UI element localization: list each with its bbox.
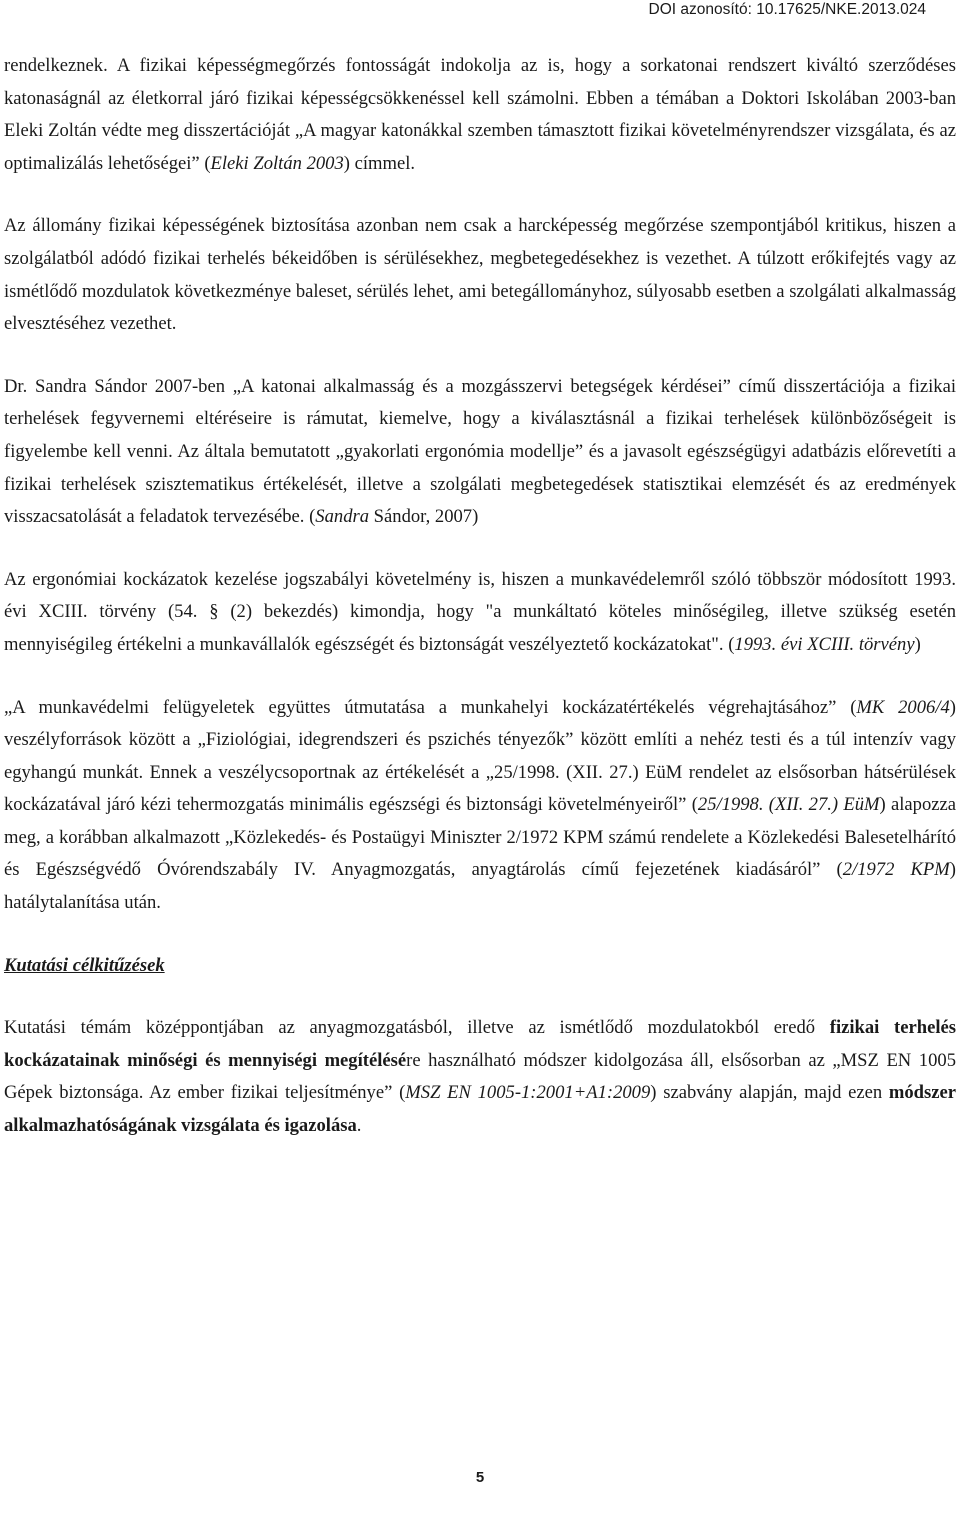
italic-text: MK 2006/4: [856, 696, 950, 718]
text-run: Sándor, 2007): [369, 506, 479, 528]
doi-header: DOI azonosító: 10.17625/NKE.2013.024: [648, 1, 926, 18]
italic-text: 1993. évi XCIII. törvény: [734, 633, 915, 655]
document-body: [4, 50, 956, 1143]
text-run: „A munkavédelmi felügyeletek együttes útmutatása a munkahelyi kockázatértékelés végrehajtásához” (: [4, 696, 857, 718]
text-run: ) szabvány alapján, majd ezen: [650, 1082, 889, 1104]
text-run: ) címmel.: [343, 152, 416, 174]
paragraph-1: [4, 50, 956, 180]
paragraph-4: [4, 564, 956, 662]
italic-text: Sandra: [315, 506, 370, 528]
text-run: rendelkeznek. A fizikai képességmegőrzés fontosságát indokolja az is, hogy a sorkatonai rendszert kiváltó szerződéses katonaságnál az életkorral járó fizikai képességcsökkenéssel kell számolni. Ebben a témában a Doktori Iskolában 2003-ban Eleki Zoltán védte meg disszertációját „A magyar katonákkal szemben támasztott fizikai követelményrendszer vizsgálata, és az optimalizálás lehetőségei” (: [4, 55, 956, 174]
paragraph-3: [4, 371, 956, 534]
text-run: ) alapozza meg, a korábban alkalmazott „Közlekedés- és Postaügyi Miniszter 2/1972 KPM számú rendelete a Közlekedési Balesetelhárító és Egészségvédő Óvórendszabály IV. Anyagmozgatás, anyagtárolás című fejezetének kiadásáról” (: [4, 794, 956, 881]
text-run: Kutatási témám középpontjában az anyagmozgatásból, illetve az ismétlődő mozdulatokból eredő: [4, 1017, 830, 1039]
text-run: Az állomány fizikai képességének biztosítása azonban nem csak a harcképesség megőrzése szempontjából kritikus, hiszen a szolgálatból adódó fizikai terhelés békeidőben is sérülésekhez, megbetegedésekhez is vezethet. A túlzott erőkifejtés vagy az ismétlődő mozdulatok következménye baleset, sérülés lehet, ami betegállományhoz, súlyosabb esetben a szolgálati alkalmasság elvesztéséhez vezethet.: [4, 215, 956, 335]
italic-text: Eleki Zoltán 2003: [210, 152, 344, 174]
text-run: Dr. Sandra Sándor 2007-ben „A katonai alkalmasság és a mozgásszervi betegségek kérdései” című disszertációja a fizikai terhelések fegyvernemi eltéréseire is rámutat, kiemelve, hogy a kiválasztásnál a fizikai terhelések különbözőségeit is figyelembe kell venni. Az általa bemutatott „gyakorlati ergonómia modellje” és a javasolt egészségügyi adatbázis előrevetíti a fizikai terhelések szisztematikus értékelését, illetve a szolgálati megbetegedések statisztikai elemzését és az eredmények visszacsatolását a feladatok tervezésébe. (: [4, 375, 956, 528]
italic-text: 25/1998. (XII. 27.) EüM: [697, 794, 880, 816]
text-run: ) veszélyforrások között a „Fiziológiai, idegrendszeri és pszichés tényezők” között említi a nehéz testi és a túl intenzív vagy egyhangú munkát. Ennek a veszélycsoportnak az értékelését a „25/1998. (XII. 27.) EüM rendelet az elsősorban hátsérülések kockázatával járó kézi tehermozgatás minimális egészségi és biztonsági követelményeiről” (: [4, 696, 956, 816]
section-heading: Kutatási célkitűzések: [4, 954, 165, 976]
page-number: 5: [475, 1469, 485, 1486]
paragraph-2: [4, 210, 956, 340]
bold-text: fizikai terhelés kockázatainak minőségi és mennyiségi megítélésé: [4, 1017, 956, 1071]
italic-text: 2/1972 KPM: [842, 859, 950, 881]
text-run: re használható módszer kidolgozása áll, elsősorban az „MSZ EN 1005 Gépek biztonsága. Az ember fizikai teljesítménye” (: [4, 1049, 956, 1104]
text-run: ): [914, 633, 921, 655]
text-run: .: [356, 1115, 362, 1137]
text-run: Az ergonómiai kockázatok kezelése jogszabályi követelmény is, hiszen a munkavédelemről szóló többször módosított 1993. évi XCIII. törvény (54. § (2) bekezdés) kimondja, hogy "a munkáltató köteles minőségileg, illetve szükség esetén mennyiségileg értékelni a munkavállalók egészségét és biztonságát veszélyeztető kockázatokat". (: [4, 568, 956, 655]
paragraph-6: [4, 1012, 956, 1142]
bold-text: módszer alkalmazhatóságának vizsgálata és igazolása: [4, 1082, 957, 1137]
paragraph-5: [4, 692, 956, 920]
text-run: ) hatálytalanítása után.: [4, 859, 956, 914]
italic-text: MSZ EN 1005-1:2001+A1:2009: [405, 1082, 651, 1104]
